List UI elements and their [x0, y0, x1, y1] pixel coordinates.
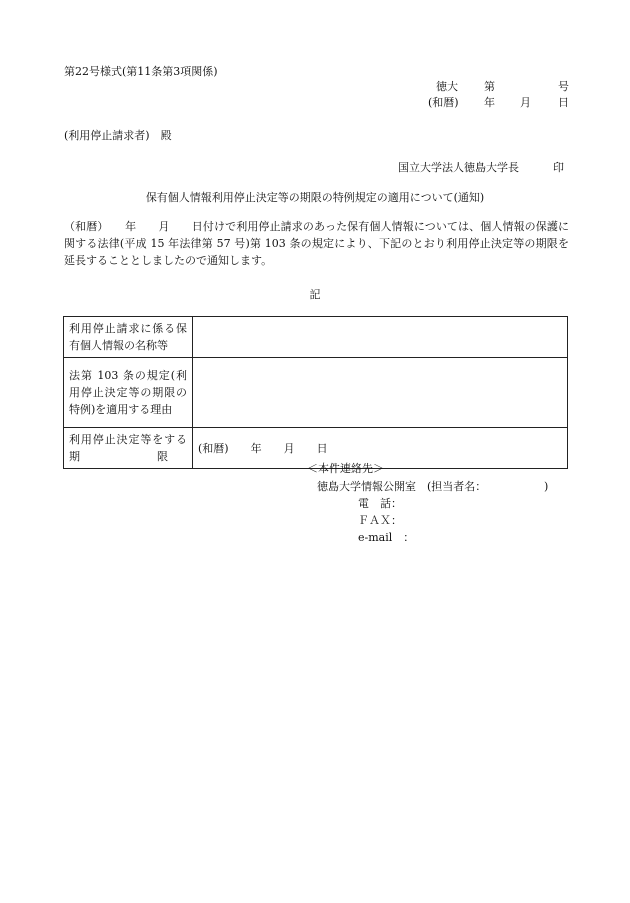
form-number: 第22号様式(第11条第3項関係): [64, 65, 218, 78]
date-year: 年: [484, 96, 495, 109]
sender-name: 国立大学法人徳島大学長: [398, 161, 519, 174]
row-label-info-name: 利用停止請求に係る保有個人情報の名称等: [64, 317, 193, 358]
reference-prefix: 徳大: [436, 80, 458, 93]
row-value-deadline[interactable]: (和暦) 年 月 日: [193, 428, 568, 469]
sender: [398, 161, 564, 175]
document-title: 保有個人情報利用停止決定等の期限の特例規定の適用について(通知): [145, 191, 485, 204]
seal-mark: 印: [553, 161, 564, 174]
date-era: (和暦): [428, 96, 459, 109]
notice-body: （和暦） 年 月 日付けで利用停止請求のあった保有個人情報については、個人情報の保護に関する法律(平成 15 年法律第 57 号)第 103 条の規定により、下記のとおり利用停止決定等の期限を延長することとしましたので通知します。: [64, 220, 569, 267]
contact-office-close: ): [544, 480, 549, 493]
table-row: [64, 317, 568, 358]
date-month: 月: [520, 96, 531, 109]
addressee: (利用停止請求者) 殿: [64, 129, 172, 142]
table-row: [64, 358, 568, 428]
contact-office: [317, 480, 549, 494]
row-label-reason: 法第 103 条の規定(利用停止決定等の期限の特例)を適用する理由: [64, 358, 193, 428]
ki-heading: 記: [309, 288, 321, 301]
reference-go: 号: [558, 80, 569, 93]
contact-heading: ＜本件連絡先＞: [307, 462, 384, 475]
reference-dai: 第: [484, 80, 495, 93]
contact-fax: ＦＡＸ：: [358, 514, 402, 527]
notice-table: [63, 316, 568, 469]
row-value-reason[interactable]: [193, 358, 568, 428]
contact-email: e-mail ：: [358, 531, 415, 544]
row-value-info-name[interactable]: [193, 317, 568, 358]
date-day: 日: [558, 96, 569, 109]
contact-office-text: 徳島大学情報公開室 (担当者名：: [317, 480, 487, 493]
row-label-deadline: 利用停止決定等をする期 限: [64, 428, 193, 469]
contact-tel: 電 話：: [358, 497, 402, 510]
